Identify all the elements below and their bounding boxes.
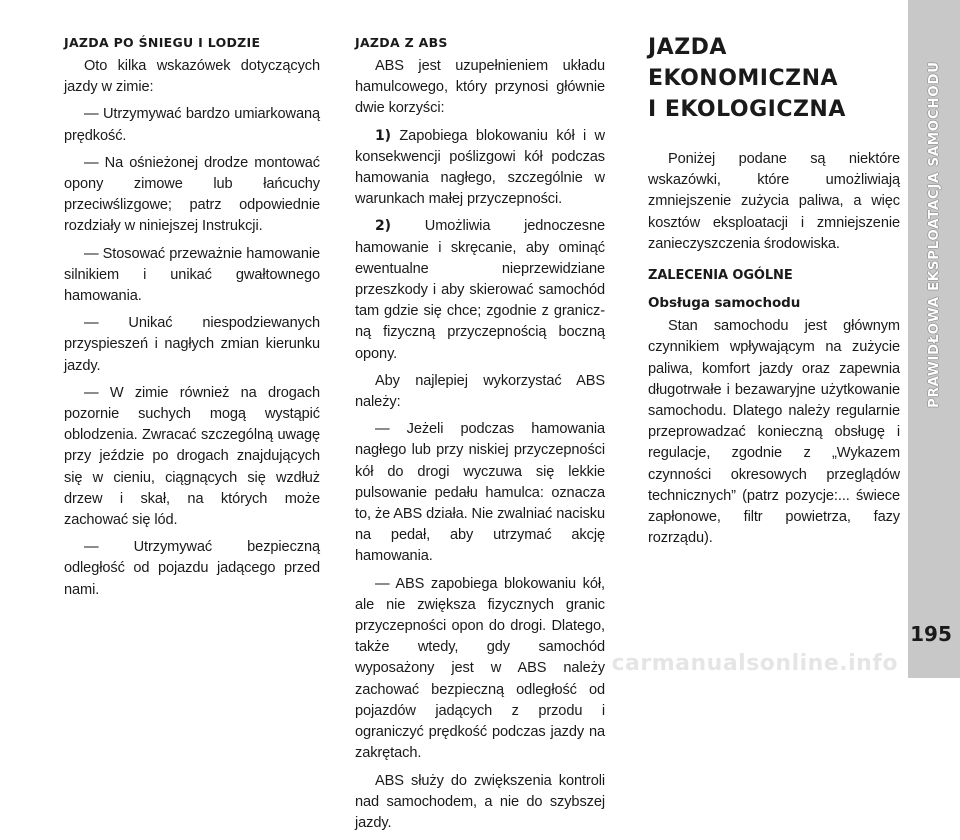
paragraph: — W zimie również na drogach pozornie suchych mogą wystąpić oblodzenia. Zwracać szczególną uwagę przy jeździe po drogach znajdujących się w cieniu, ciągnących się wzdłuż drzew i skał, na których może zachować się lód. bbox=[64, 384, 320, 529]
paragraph: — Utrzymywać bardzo umiarkowaną prędkość. bbox=[64, 106, 320, 144]
paragraph: — Na ośnieżonej drodze montować opony zimowe lub łańcuchy przeciwślizgowe; patrz odpowiednie rozdziały w niniejszej Instrukcji. bbox=[64, 154, 320, 235]
paragraph: — ABS zapobiega blokowaniu kół, ale nie zwiększa fizycznych granic przyczepności opon do drogi. Dlatego, także wtedy, gdy samochód wyposażony jest w ABS należy zachować bezpieczną odległość od pojazdów jadących z przodu i ograniczyć prędkość podczas jazdy na zakrętach. bbox=[355, 575, 605, 762]
paragraph: — Jeżeli podczas hamowania nagłego lub przy niskiej przyczepności kół do drogi wyczuwa się lekkie pulsowanie pedału hamulca: oznacza to, że ABS działa. Nie zwalniać nacisku na pedał, aby utrzymać akcję hamowania. bbox=[355, 421, 605, 565]
column-abs bbox=[355, 32, 605, 840]
chapter-label: PRAWIDŁOWA EKSPLOATACJA SAMOCHODU bbox=[926, 61, 942, 408]
paragraph: Aby najlepiej wykorzystać ABS należy: bbox=[355, 372, 605, 411]
chapter-sidebar bbox=[908, 0, 960, 678]
item-number: 1) bbox=[375, 127, 391, 144]
title-line-1: JAZDA EKONOMICZNA bbox=[648, 35, 839, 91]
column-snow-ice bbox=[64, 32, 320, 607]
item-text: Umożliwia jednoczesne hamowanie i skręcanie, aby ominąć ewentualne nieprzewidziane przeszkody i aby skierować samochód tam gdzie się chce; zgodnie z granicz-ną fizyczną przyczepnością boczną opony. bbox=[355, 218, 605, 362]
paragraph: — Unikać niespodziewanych przyspieszeń i nagłych zmian kierunku jazdy. bbox=[64, 315, 320, 374]
item-number: 2) bbox=[375, 218, 391, 235]
watermark: carmanualsonline.info bbox=[611, 651, 898, 676]
paragraph: ABS jest uzupełnieniem układu hamulcowego, który przynosi głównie dwie korzyści: bbox=[355, 58, 605, 117]
numbered-item bbox=[355, 126, 605, 211]
heading-snow-ice: JAZDA PO ŚNIEGU I LODZIE bbox=[64, 35, 261, 50]
item-text: Zapobiega blokowaniu kół i w konsekwencji poślizgowi kół podczas hamowania nagłego, szczególnie w warunkach małej przyczepności. bbox=[355, 127, 605, 208]
column-economic-driving bbox=[648, 32, 900, 555]
paragraph: Stan samochodu jest głównym czynnikiem wpływającym na zużycie paliwa, komfort jazdy oraz zapewnia długotrwałe i bezawaryjne użytkowanie samochodu. Dlatego należy regularnie przeprowadzać konieczną obsługę i regulacje, zgodnie z „Wykazem czynności okresowych przeglądów technicznych” (patrz pozycje:... świece zapłonowe, filtr powietrza, fazy rozrządu). bbox=[648, 318, 900, 547]
paragraph: — Utrzymywać bezpieczną odległość od pojazdu jadącego przed nami. bbox=[64, 539, 320, 598]
title-line-2: I EKOLOGICZNA bbox=[648, 97, 846, 122]
subheading-general: ZALECENIA OGÓLNE bbox=[648, 268, 793, 284]
paragraph: Oto kilka wskazówek dotyczących jazdy w zimie: bbox=[64, 58, 320, 96]
page-number: 195 bbox=[910, 622, 952, 646]
section-title bbox=[648, 32, 900, 125]
heading-abs: JAZDA Z ABS bbox=[355, 35, 448, 50]
paragraph: Poniżej podane są niektóre wskazówki, które umożliwiają zmniejszenie zużycia paliwa, a więc kosztów eksploatacji i zmniejszenie zanieczyszczenia środowiska. bbox=[648, 151, 900, 252]
subsection-title: Obsługa samochodu bbox=[648, 295, 801, 312]
numbered-item bbox=[355, 216, 605, 364]
paragraph: — Stosować przeważnie hamowanie silnikiem i unikać gwałtownego hamowania. bbox=[64, 245, 320, 305]
paragraph: ABS służy do zwiększenia kontroli nad samochodem, a nie do szybszej jazdy. bbox=[355, 772, 605, 831]
